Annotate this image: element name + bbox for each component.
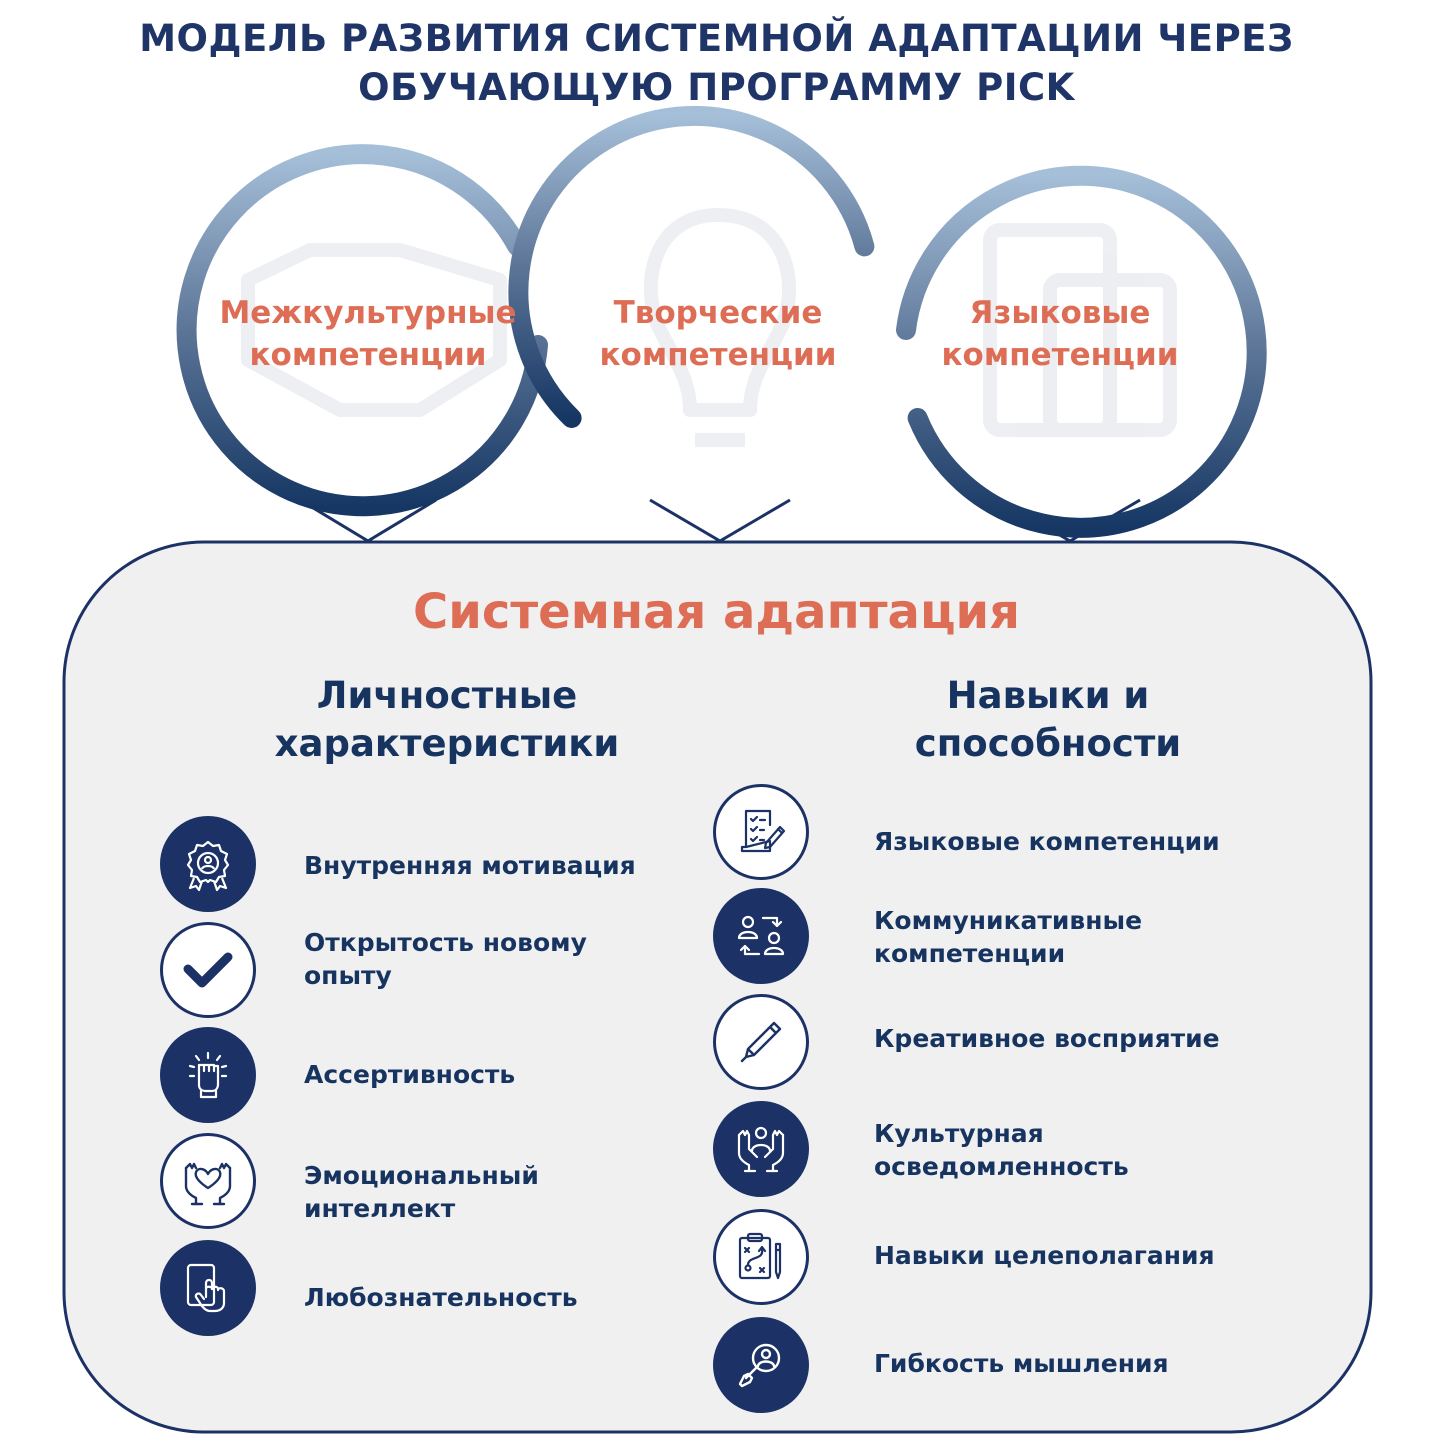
checkmark-icon — [160, 922, 256, 1018]
people-exchange-icon — [713, 888, 809, 984]
strategy-board-icon — [713, 1209, 809, 1305]
item-label: Ассертивность — [304, 1060, 516, 1089]
raised-fist-icon — [160, 1027, 256, 1123]
list-item-assertiveness — [160, 1027, 516, 1123]
left-column-title: Личностные характеристики — [274, 674, 620, 765]
tablet-touch-icon — [160, 1240, 256, 1336]
circle-label-language: Языковые компетенции — [941, 295, 1179, 373]
item-label: Гибкость мышления — [874, 1349, 1169, 1378]
item-label: Языковые компетенции — [874, 827, 1220, 856]
hands-person-icon — [713, 1101, 809, 1197]
right-column-title: Навыки и способности — [914, 674, 1182, 765]
circle-label-creative: Творческие компетенции — [599, 295, 837, 373]
list-item-language-competence — [713, 784, 1220, 880]
checklist-pen-icon — [713, 784, 809, 880]
pencil-icon — [713, 994, 809, 1090]
list-item-goal-setting — [713, 1209, 1215, 1305]
item-label: Культурная осведомленность — [874, 1119, 1129, 1181]
list-item-openness — [160, 922, 587, 1018]
title-line-1: МОДЕЛЬ РАЗВИТИЯ СИСТЕМНОЙ АДАПТАЦИИ ЧЕРЕЗ — [139, 17, 1294, 60]
item-label: Открытость новому опыту — [304, 928, 587, 990]
search-person-icon — [713, 1317, 809, 1413]
list-item-cultural-awareness — [713, 1101, 1129, 1197]
list-item-motivation — [160, 816, 636, 912]
item-label: Внутренняя мотивация — [304, 851, 636, 880]
item-label: Креативное восприятие — [874, 1024, 1220, 1053]
list-item-creative-perception — [713, 994, 1220, 1090]
circle-label-intercultural: Межкультурные компетенции — [219, 295, 517, 373]
list-item-communicative — [713, 888, 1143, 984]
list-item-curiosity — [160, 1240, 578, 1336]
connector-2 — [650, 500, 790, 541]
list-item-flexible-thinking — [713, 1317, 1169, 1413]
item-label: Коммуникативные компетенции — [874, 906, 1143, 968]
title-line-2: ОБУЧАЮЩУЮ ПРОГРАММУ PICK — [358, 66, 1075, 109]
item-label: Эмоциональный интеллект — [304, 1161, 539, 1223]
hands-heart-icon — [160, 1133, 256, 1229]
panel-title: Системная адаптация — [413, 584, 1020, 640]
item-label: Навыки целеполагания — [874, 1241, 1215, 1270]
item-label: Любознательность — [304, 1283, 578, 1312]
list-item-emotional-intelligence — [160, 1133, 539, 1229]
award-badge-icon — [160, 816, 256, 912]
